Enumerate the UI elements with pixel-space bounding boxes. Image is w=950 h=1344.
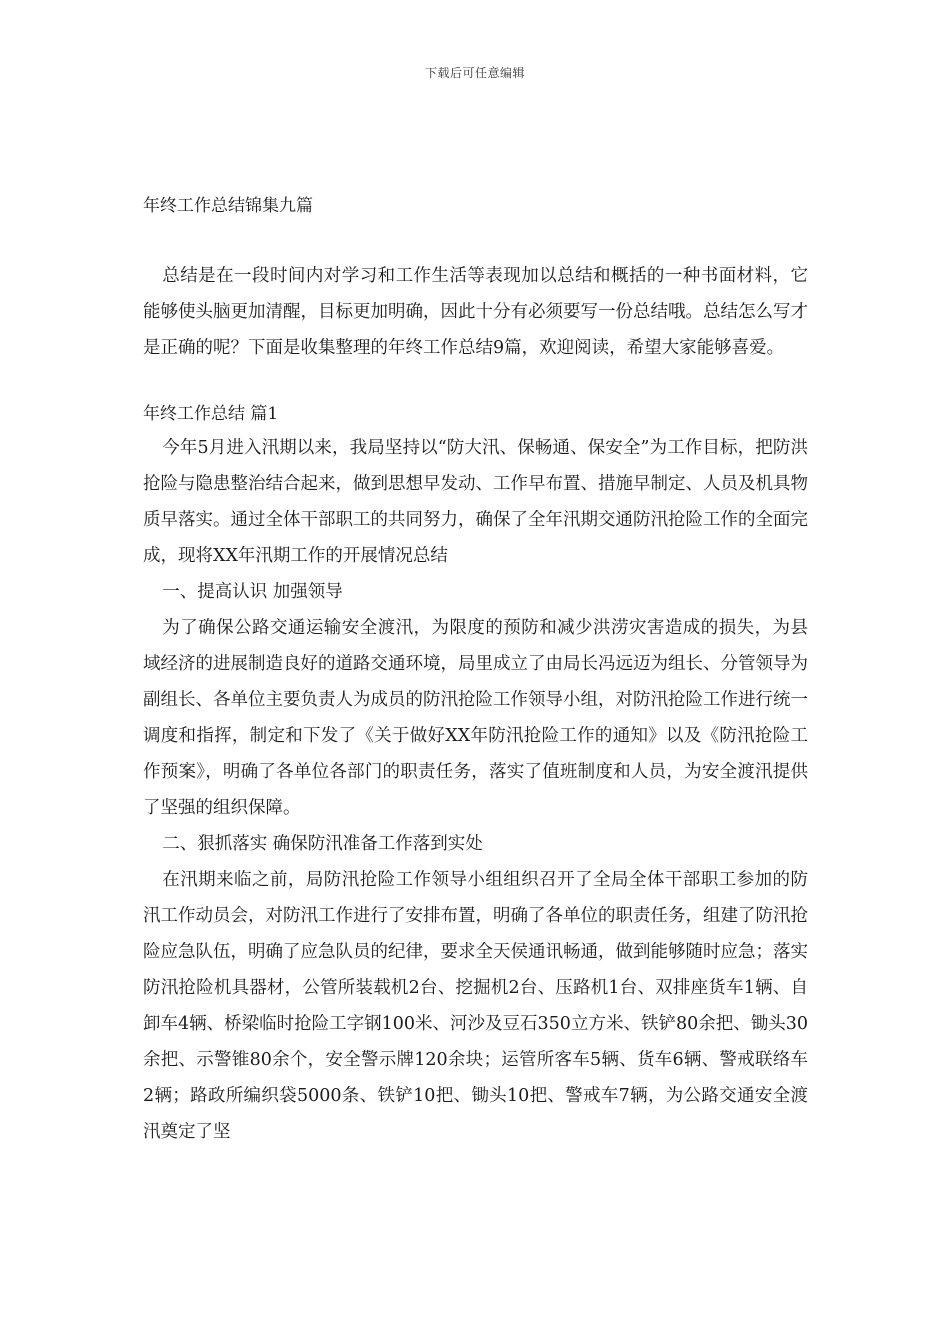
section-paragraph-2: 为了确保公路交通运输安全渡汛，为限度的预防和减少洪涝灾害造成的损失，为县域经济的进展制造良好的道路交通环境，局里成立了由局长冯远迈为组长、分管领导为副组长、各单位主要负责人为成员的防汛抢险工作领导小组，对防汛抢险工作进行统一调度和指挥，制定和下发了《关于做好XX年防汛抢险工作的通知》以及《防汛抢险工作预案》，明确了各单位各部门的职责任务，落实了值班制度和人员，为安全渡汛提供了坚强的组织保障。 [143, 618, 808, 818]
sub-heading-2: 二、狠抓落实 确保防汛准备工作落到实处 [162, 834, 483, 854]
intro-paragraph: 总结是在一段时间内对学习和工作生活等表现加以总结和概括的一种书面材料，它能够使头脑更加清醒，目标更加明确，因此十分有必须要写一份总结哦。总结怎么写才是正确的呢？下面是收集整理的年终工作总结9篇，欢迎阅读，希望大家能够喜爱。 [143, 266, 808, 358]
section-paragraph-3: 在汛期来临之前，局防汛抢险工作领导小组组织召开了全局全体干部职工参加的防汛工作动员会，对防汛工作进行了安排布置，明确了各单位的职责任务，组建了防汛抢险应急队伍，明确了应急队员的纪律，要求全天侯通讯畅通，做到能够随时应急；落实防汛抢险机具器材，公管所装载机2台、挖掘机2台、压路机1台、双排座货车1辆、自卸车4辆、桥梁临时抢险工字钢100米、河沙及豆石350立方米、铁铲80余把、锄头30余把、示警锥80余个，安全警示牌120余块；运管所客车5辆、货车6辆、警戒联络车2辆；路政所编织袋5000条、铁铲10把、锄头10把、警戒车7辆，为公路交通安全渡汛奠定了坚 [143, 870, 808, 1142]
section-paragraph-1: 今年5月进入汛期以来，我局坚持以“防大汛、保畅通、保安全”为工作目标，把防洪抢险与隐患整治结合起来，做到思想早发动、工作早布置、措施早制定、人员及机具物质早落实。通过全体干部职工的共同努力，确保了全年汛期交通防汛抢险工作的全面完成，现将XX年汛期工作的开展情况总结 [143, 438, 808, 566]
page-header-note: 下载后可任意编辑 [424, 66, 525, 80]
document-title: 年终工作总结锦集九篇 [143, 196, 313, 216]
section-title: 年终工作总结 篇1 [143, 404, 279, 424]
document-body [143, 192, 808, 1150]
sub-heading-1: 一、提高认识 加强领导 [162, 582, 343, 602]
